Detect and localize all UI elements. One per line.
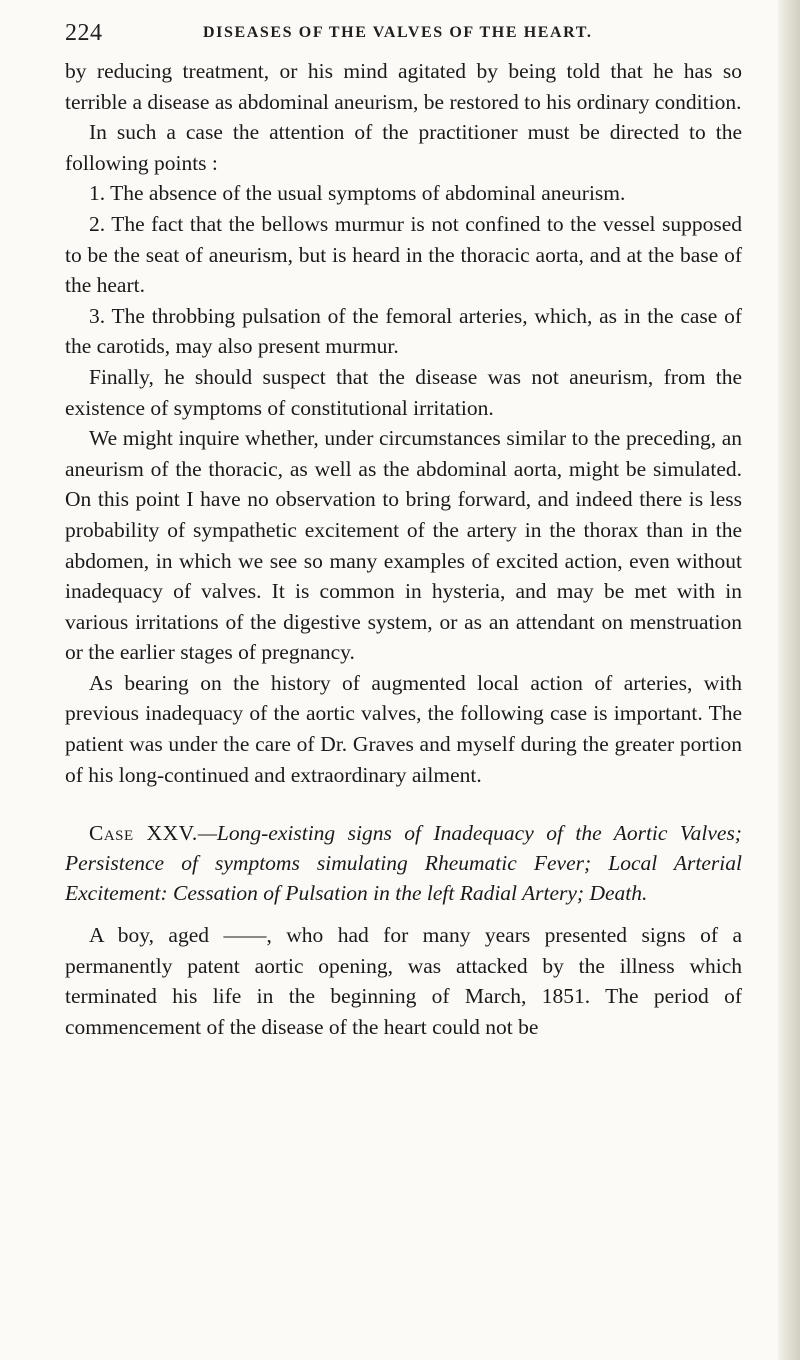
body-text: [65, 56, 742, 1043]
case-label: Case XXV.: [89, 821, 198, 846]
running-head: DISEASES OF THE VALVES OF THE HEART.: [203, 24, 593, 41]
page-header: [65, 20, 730, 50]
list-item: 2. The fact that the bellows murmur is not confined to the vessel supposed to be the seat of aneurism, but is heard in the thoracic aorta, and at the base of the heart.: [65, 211, 742, 298]
paragraph: We might inquire whether, under circumstances similar to the preceding, an aneurism of the thoracic, as well as the abdominal aorta, might be simulated. On this point I have no observation to bring forward, and indeed there is less probability of sympathetic excitement of the artery in the thorax than in the abdomen, in which we see so many examples of excited action, even without inadequacy of valves. It is common in hysteria, and may be met with in various irritations of the digestive system, or as an attendant on menstruation or the earlier stages of pregnancy.: [65, 426, 742, 665]
paragraph: Finally, he should suspect that the disease was not aneurism, from the existence of symptoms of constitutional irritation.: [65, 364, 742, 420]
case-title: —Long-existing signs of Inadequacy of the Aortic Valves; Persistence of symptoms simulating Rheumatic Fever; Local Arterial Excitement: Cessation of Pulsation in the left Radial Artery; Death.: [65, 821, 742, 906]
list-item: 3. The throbbing pulsation of the femoral arteries, which, as in the case of the carotids, may also present murmur.: [65, 303, 742, 359]
case-heading: [65, 818, 742, 908]
page-edge-shadow: [778, 0, 800, 1360]
paragraph: As bearing on the history of augmented local action of arteries, with previous inadequacy of the aortic valves, the following case is important. The patient was under the care of Dr. Graves and myself during the greater portion of his long-continued and extraordinary ailment.: [65, 670, 742, 787]
paragraph: In such a case the attention of the practitioner must be directed to the following points :: [65, 120, 742, 175]
page-number: 224: [65, 20, 103, 46]
case-paragraph: A boy, aged ——, who had for many years presented signs of a permanently patent aortic opening, was attacked by the illness which terminated his life in the beginning of March, 1851. The period of commencement of the disease of the heart could not be: [65, 923, 742, 1040]
list-item: 1. The absence of the usual symptoms of abdominal aneurism.: [89, 181, 626, 206]
paragraph-continuation: by reducing treatment, or his mind agitated by being told that he has so terrible a disease as abdominal aneurism, be restored to his ordinary condition.: [65, 59, 742, 114]
